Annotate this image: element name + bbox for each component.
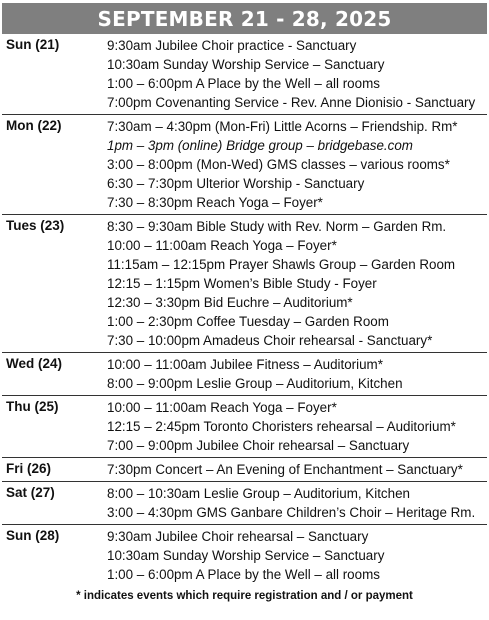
registration-footnote: * indicates events which require registration and / or payment: [76, 590, 413, 602]
event-item: 10:30am Sunday Worship Service – Sanctuary: [107, 57, 385, 72]
day-events: [101, 115, 487, 215]
day-label: Fri (26): [6, 461, 52, 476]
day-row: [2, 525, 487, 587]
event-item: 9:30am Jubilee Choir rehearsal – Sanctuary: [107, 529, 369, 544]
event-item: 7:00pm Covenanting Service - Rev. Anne Dionisio - Sanctuary: [107, 95, 476, 110]
day-label: Mon (22): [6, 118, 62, 133]
event-item: 7:30 – 8:30pm Reach Yoga – Foyer*: [107, 195, 323, 210]
event-item: 11:15am – 12:15pm Prayer Shawls Group – Garden Room: [107, 257, 456, 272]
event-item: 7:30 – 10:00pm Amadeus Choir rehearsal - Sanctuary*: [107, 333, 433, 348]
event-item: 1pm – 3pm (online) Bridge group – bridgebase.com: [107, 138, 413, 153]
event-item: 12:15 – 1:15pm Women’s Bible Study - Foyer: [107, 276, 377, 291]
day-events: [101, 482, 487, 525]
event-item: 1:00 – 6:00pm A Place by the Well – all rooms: [107, 567, 380, 582]
event-item: 9:30am Jubilee Choir practice - Sanctuary: [107, 38, 357, 53]
event-item: 12:15 – 2:45pm Toronto Choristers rehearsal – Auditorium*: [107, 419, 456, 434]
day-events: [101, 458, 487, 482]
day-label: Sun (21): [6, 37, 60, 52]
day-row: [2, 396, 487, 458]
event-item: 8:00 – 9:00pm Leslie Group – Auditorium, Kitchen: [107, 376, 403, 391]
schedule-title-banner: [2, 3, 487, 34]
day-row: [2, 458, 487, 482]
day-label: Tues (23): [6, 218, 65, 233]
event-item: 10:30am Sunday Worship Service – Sanctuary: [107, 548, 385, 563]
event-item: 7:30pm Concert – An Evening of Enchantment – Sanctuary*: [107, 462, 463, 477]
day-row: [2, 34, 487, 115]
event-item: 1:00 – 2:30pm Coffee Tuesday – Garden Room: [107, 314, 389, 329]
event-item: 3:00 – 4:30pm GMS Ganbare Children’s Choir – Heritage Rm.: [107, 505, 476, 520]
day-events: [101, 215, 487, 353]
event-item: 3:00 – 8:00pm (Mon-Wed) GMS classes – various rooms*: [107, 157, 450, 172]
day-row: [2, 353, 487, 396]
event-item: 8:00 – 10:30am Leslie Group – Auditorium, Kitchen: [107, 486, 410, 501]
event-item: 7:00 – 9:00pm Jubilee Choir rehearsal – Sanctuary: [107, 438, 410, 453]
day-row: [2, 115, 487, 215]
event-item: 6:30 – 7:30pm Ulterior Worship - Sanctuary: [107, 176, 365, 191]
event-item: 10:00 – 11:00am Reach Yoga – Foyer*: [107, 238, 337, 253]
event-item: 12:30 – 3:30pm Bid Euchre – Auditorium*: [107, 295, 353, 310]
event-item: 10:00 – 11:00am Jubilee Fitness – Auditorium*: [107, 357, 383, 372]
day-label: Thu (25): [6, 399, 59, 414]
day-label: Sat (27): [6, 485, 55, 500]
schedule-body: [2, 34, 487, 586]
day-events: [101, 396, 487, 458]
day-label: Wed (24): [6, 356, 63, 371]
day-events: [101, 353, 487, 396]
day-label: Sun (28): [6, 528, 60, 543]
event-item: 10:00 – 11:00am Reach Yoga – Foyer*: [107, 400, 337, 415]
day-events: [101, 525, 487, 587]
event-item: 7:30am – 4:30pm (Mon-Fri) Little Acorns – Friendship. Rm*: [107, 119, 458, 134]
day-row: [2, 482, 487, 525]
schedule-title: SEPTEMBER 21 - 28, 2025: [97, 6, 392, 31]
schedule-table: [2, 34, 487, 586]
day-events: [101, 34, 487, 115]
day-row: [2, 215, 487, 353]
event-item: 1:00 – 6:00pm A Place by the Well – all rooms: [107, 76, 380, 91]
event-item: 8:30 – 9:30am Bible Study with Rev. Norm – Garden Rm.: [107, 219, 447, 234]
